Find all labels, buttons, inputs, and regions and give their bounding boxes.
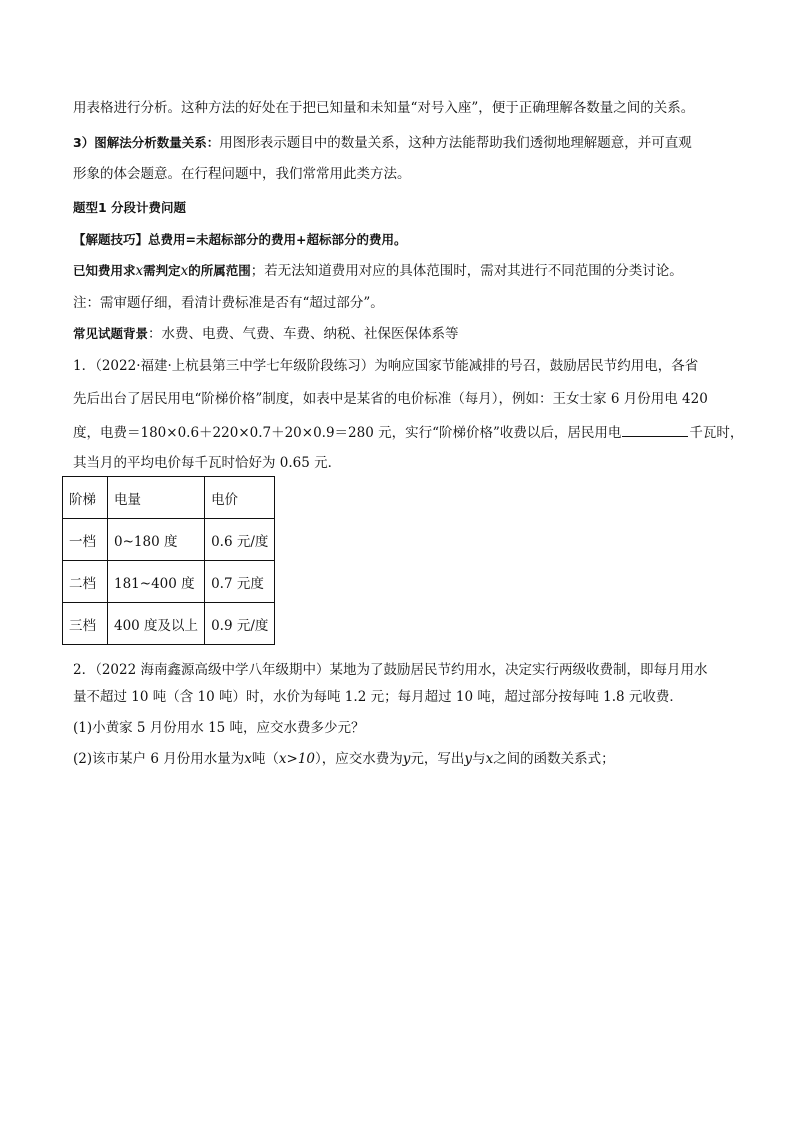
problem2-q1: (1)小黄家 5 月份用水 15 吨，应交水费多少元？ — [73, 720, 365, 736]
table-cell: 一档 — [63, 519, 108, 561]
table-cell: 181~400 度 — [108, 561, 205, 603]
table-cell: 0.7 元度 — [205, 561, 275, 603]
method3-label: 3）图解法分析数量关系： — [73, 135, 220, 150]
q2-part-e: 与 — [472, 751, 486, 767]
rule-text: ；若无法知道费用对应的具体范围时，需对其进行不同范围的分类讨论。 — [250, 263, 683, 279]
rule-bold-2: 需判定 — [143, 263, 181, 278]
background-label: 常见试题背景 — [73, 326, 149, 341]
rule-var-2: x — [180, 263, 189, 279]
tip-label: 【解题技巧】总费用 — [73, 232, 186, 247]
method3-line-1 — [73, 133, 692, 153]
q2-condition: x>10 — [278, 751, 316, 767]
table-header-cell: 电量 — [108, 477, 205, 519]
q2-part-c: ），应交水费为 — [315, 751, 403, 767]
background-text: ：水费、电费、气费、车费、纳税、社保医保体系等 — [148, 326, 459, 342]
table-header-cell: 阶梯 — [63, 477, 108, 519]
table-cell: 0~180 度 — [108, 519, 205, 561]
problem2-q2 — [73, 749, 615, 769]
table-cell: 二档 — [63, 561, 108, 603]
problem1-line-3 — [73, 422, 743, 443]
table-row — [63, 519, 275, 561]
method3-text: 用图形表示题目中的数量关系，这种方法能帮助我们透彻地理解题意，并可直观 — [219, 135, 692, 151]
problem2-line-2: 量不超过 10 吨（含 10 吨）时，水价为每吨 1.2 元；每月超过 10 吨，超过部分按每吨 1.8 元收费． — [73, 689, 683, 705]
rule-bold-1: 已知费用求 — [73, 263, 136, 278]
problem1-line-1: 1．（2022·福建·上杭县第三中学七年级阶段练习）为响应国家节能减排的号召，鼓励居民节约用电，各省 — [73, 358, 699, 374]
rule-bold-3: 的所属范围 — [188, 263, 251, 278]
table-row — [63, 561, 275, 603]
table-cell: 三档 — [63, 603, 108, 645]
answer-blank — [622, 422, 688, 437]
price-table — [62, 476, 275, 645]
q2-part-b: 吨（ — [251, 751, 279, 767]
q2-var-y: y — [402, 751, 411, 767]
problem1-line-3b: 千瓦时， — [689, 425, 744, 441]
table-cell: 0.9 元/度 — [205, 603, 275, 645]
problem2-line-1: 2．（2022 海南鑫源高级中学八年级期中）某地为了鼓励居民节约用水，决定实行两级收费制，即每月用水 — [73, 662, 708, 678]
table-header-row — [63, 477, 275, 519]
table-cell: 0.6 元/度 — [205, 519, 275, 561]
q2-var-x: x — [244, 751, 252, 767]
method3-line-2: 形象的体会题意。在行程问题中，我们常常用此类方法。 — [73, 166, 411, 182]
section-title: 题型1 分段计费问题 — [73, 200, 187, 215]
rule-line — [73, 261, 683, 281]
table-row — [63, 603, 275, 645]
tip-text: =未超标部分的费用+超标部分的费用。 — [185, 232, 407, 247]
q2-part-f: 之间的函数关系式； — [493, 751, 615, 767]
q2-part-d: 元，写出 — [410, 751, 465, 767]
problem1-line-3a: 度，电费＝180×0.6＋220×0.7＋20×0.9＝280 元，实行“阶梯价格”收费以后，居民用电 — [73, 425, 622, 441]
intro-line-1: 用表格进行分析。这种方法的好处在于把已知量和未知量“对号入座”，便于正确理解各数量之间的关系。 — [73, 100, 695, 116]
tip-line — [73, 230, 406, 250]
problem1-line-2: 先后出台了居民用电“阶梯价格”制度，如表中是某省的电价标准（每月），例如：王女士家 6 月份用电 420 — [73, 391, 708, 407]
rule-var-1: x — [135, 263, 144, 279]
q2-part-a: (2)该市某户 6 月份用水量为 — [73, 751, 245, 767]
problem1-line-4: 其当月的平均电价每千瓦时恰好为 0.65 元． — [73, 455, 342, 471]
background-line — [73, 324, 459, 344]
q2-var-x-2: x — [485, 751, 494, 767]
table-header-cell: 电价 — [205, 477, 275, 519]
q2-var-y-2: y — [464, 751, 473, 767]
table-cell: 400 度及以上 — [108, 603, 205, 645]
note-line: 注：需审题仔细，看清计费标准是否有“超过部分”。 — [73, 295, 384, 311]
